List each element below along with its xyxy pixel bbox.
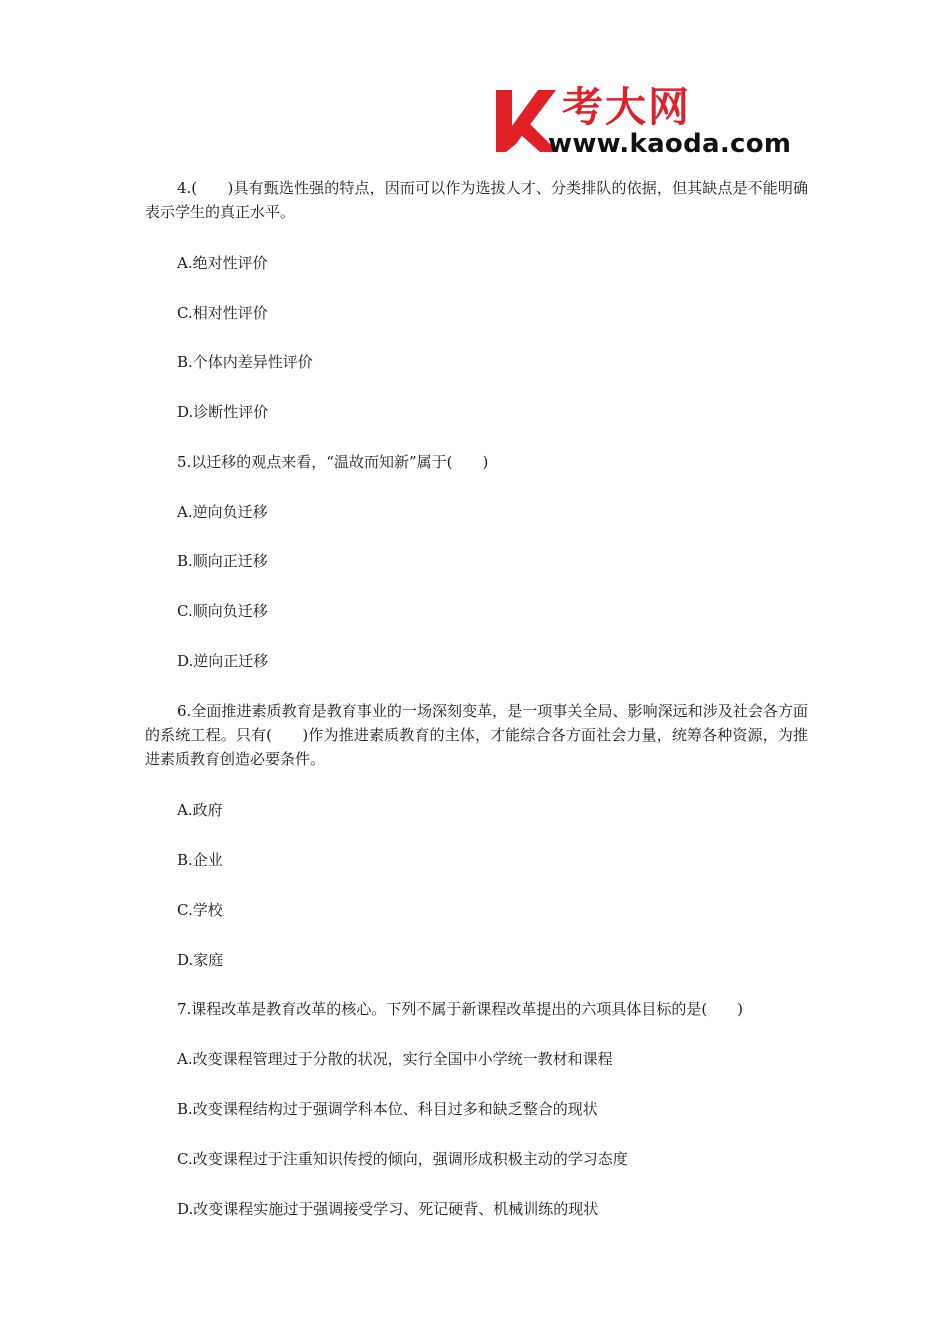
option-item: C.改变课程过于注重知识传授的倾向，强调形成积极主动的学习态度 (177, 1150, 628, 1168)
option-item: B.企业 (177, 851, 223, 869)
option-item: C.学校 (177, 901, 223, 919)
question-stem: 5.以迁移的观点来看，“温故而知新”属于( ) (177, 453, 489, 471)
option-item: B.顺向正迁移 (177, 552, 268, 570)
option-item: B.改变课程结构过于强调学科本位、科目过多和缺乏整合的现状 (177, 1100, 598, 1118)
option-item: C.相对性评价 (177, 304, 268, 322)
option-item: A.逆向负迁移 (177, 503, 268, 521)
kaoda-logo (492, 84, 810, 160)
option-item: D.家庭 (177, 951, 224, 969)
question-stem: 6.全面推进素质教育是教育事业的一场深刻变革，是一项事关全局、影响深远和涉及社会各方面的系统工程。只有( )作为推进素质教育的主体，才能综合各方面社会力量，统筹各种资源，为推进素质教育创造必要条件。 (145, 702, 808, 768)
logo-chinese-name: 考大网 (562, 83, 691, 131)
option-item: A.改变课程管理过于分散的状况，实行全国中小学统一教材和课程 (177, 1050, 613, 1068)
option-item: C.顺向负迁移 (177, 602, 268, 620)
option-item: D.改变课程实施过于强调接受学习、死记硬背、机械训练的现状 (177, 1200, 599, 1218)
option-item: D.诊断性评价 (177, 403, 269, 421)
question-stem: 4.( )具有甄选性强的特点，因而可以作为选拔人才、分类排队的依据，但其缺点是不能明确表示学生的真正水平。 (145, 179, 808, 221)
option-item: B.个体内差异性评价 (177, 353, 313, 371)
question-stem: 7.课程改革是教育改革的核心。下列不属于新课程改革提出的六项具体目标的是( ) (177, 1000, 744, 1018)
option-item: A.政府 (177, 801, 223, 819)
logo-url: www.kaoda.com (548, 129, 792, 159)
option-item: A.绝对性评价 (177, 254, 268, 272)
option-item: D.逆向正迁移 (177, 652, 269, 670)
